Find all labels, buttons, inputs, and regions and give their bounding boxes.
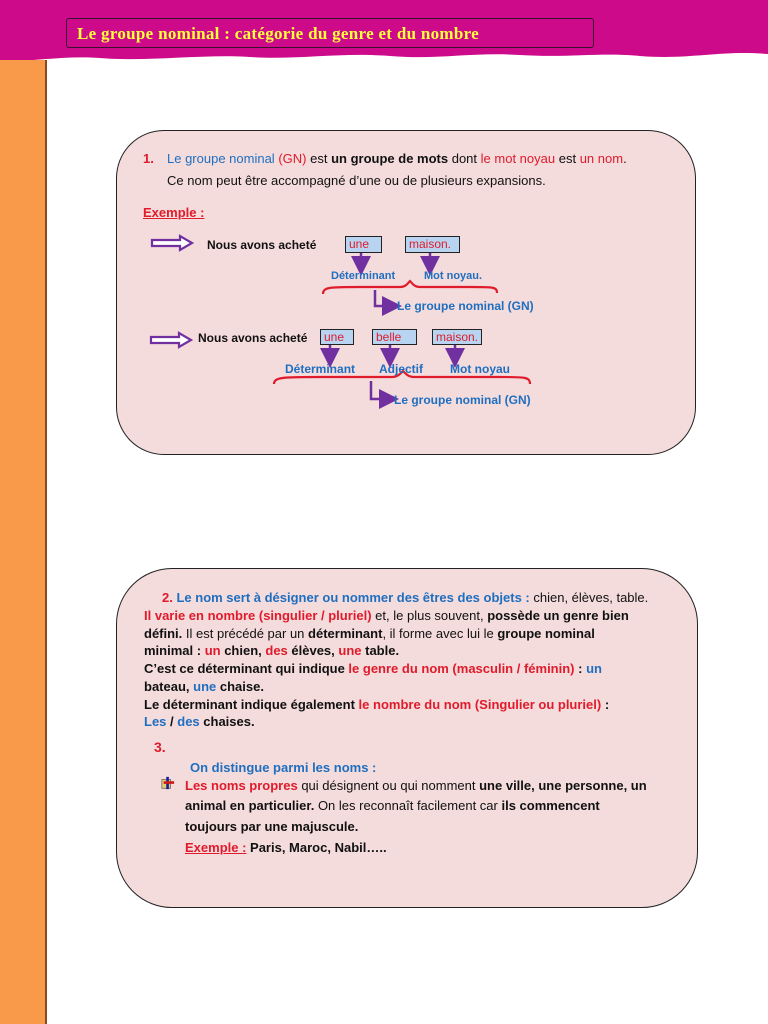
- un-nom-term: un nom: [579, 151, 624, 166]
- ex1-label-noyau: Mot noyau.: [424, 270, 483, 282]
- ex1-gn-label: Le groupe nominal (GN): [397, 299, 534, 313]
- gn-abbr: (GN): [278, 151, 307, 166]
- s2-l8d: chaises.: [199, 714, 255, 729]
- section1-line2: Ce nom peut être accompagné d’une ou de plusieurs expansions.: [167, 173, 546, 188]
- s2-l3e: groupe nominal: [497, 626, 595, 641]
- ex2-sentence: Nous avons acheté: [198, 331, 308, 345]
- s2-l6a: bateau,: [144, 679, 194, 694]
- section2-line2: [144, 608, 629, 624]
- text-est2: est: [558, 151, 577, 166]
- section2-line1: [162, 590, 648, 606]
- s3-ex-label: Exemple :: [185, 840, 247, 855]
- ex2-word-belle: belle: [372, 329, 417, 345]
- ex2-word-une: une: [320, 329, 354, 345]
- s2-l4g: table.: [361, 643, 400, 658]
- double-arrow-icon: [151, 333, 191, 347]
- s2-l7c: :: [601, 697, 610, 712]
- s2-l4f: une: [338, 643, 362, 658]
- s2-l4d: des: [265, 643, 288, 658]
- s2-l5b: le genre du nom (masculin / féminin): [348, 661, 575, 676]
- section2-line7: [144, 697, 609, 713]
- s3-b2a: animal en particulier.: [185, 798, 315, 813]
- ex2-label-noyau: Mot noyau: [450, 362, 510, 376]
- s2-l5c: :: [574, 661, 587, 676]
- section2-line4: [144, 643, 399, 659]
- section2-line6: [144, 679, 264, 695]
- s3-b2c: ils commencent: [501, 798, 600, 813]
- bullet-line3: toujours par une majuscule.: [185, 819, 359, 834]
- ex1-word-une: une: [345, 236, 382, 253]
- s2-l5a: C’est ce déterminant qui indique: [144, 661, 349, 676]
- s2-l1a: Le nom sert à désigner ou nommer des êtres des objets :: [176, 590, 530, 605]
- s2-l2b: et, le plus souvent,: [371, 608, 488, 623]
- s2-l4e: élèves,: [287, 643, 339, 658]
- s2-l3c: déterminant: [308, 626, 383, 641]
- text-est: est: [310, 151, 328, 166]
- s2-l3b: Il est précédé par un: [182, 626, 309, 641]
- double-arrow-icon: [152, 236, 192, 250]
- text-dont: dont: [451, 151, 478, 166]
- distingue-heading: On distingue parmi les noms :: [190, 760, 377, 775]
- ex2-word-maison: maison.: [432, 329, 482, 345]
- s2-l3d: , il forme avec lui le: [382, 626, 498, 641]
- s3-b1b: qui désignent ou qui nomment: [297, 778, 480, 793]
- ex1-sentence: Nous avons acheté: [207, 238, 317, 252]
- noyau-term: le mot noyau: [480, 151, 556, 166]
- list-bullet-icon: [161, 776, 175, 790]
- s2-l1b: chien, élèves, table.: [529, 590, 649, 605]
- s3-b1a: Les noms propres: [185, 778, 298, 793]
- s2-l2c: possède un genre bien: [487, 608, 629, 623]
- s3-b2b: On les reconnaît facilement car: [314, 798, 502, 813]
- gn-term: Le groupe nominal: [167, 151, 275, 166]
- s2-l8b: /: [166, 714, 178, 729]
- ex1-word-maison: maison.: [405, 236, 460, 253]
- section2-number: 2.: [162, 590, 173, 605]
- dot: .: [623, 151, 627, 166]
- s2-l3a: défini.: [144, 626, 183, 641]
- ex2-label-determinant: Déterminant: [285, 362, 356, 376]
- s2-l6b: une: [193, 679, 217, 694]
- page-title: Le groupe nominal : catégorie du genre et du nombre: [77, 24, 480, 43]
- bullet-line2: [185, 798, 600, 814]
- s2-l8c: des: [177, 714, 200, 729]
- bullet-line1: [185, 778, 647, 794]
- s2-l8a: Les: [144, 714, 167, 729]
- s2-l7b: le nombre du nom (Singulier ou pluriel): [358, 697, 602, 712]
- s2-l4b: un: [204, 643, 221, 658]
- ex2-label-adjectif: Adjectif: [379, 362, 424, 376]
- section3-number: 3.: [154, 739, 166, 755]
- ex1-label-determinant: Déterminant: [331, 270, 396, 282]
- section1-number: 1.: [143, 151, 154, 166]
- section2-line8: [144, 714, 255, 730]
- s3-b1c: une ville, une personne, un: [479, 778, 647, 793]
- bullet-example: [185, 840, 387, 856]
- section2-line3: [144, 626, 595, 642]
- section2-line5: [144, 661, 602, 677]
- exemple-label: Exemple :: [143, 205, 205, 220]
- s2-l4c: chien,: [220, 643, 266, 658]
- s2-l2a: Il varie en nombre (singulier / pluriel): [144, 608, 372, 623]
- ex2-gn-label: Le groupe nominal (GN): [394, 393, 531, 407]
- s2-l7a: Le déterminant indique également: [144, 697, 359, 712]
- text-groupe: un groupe de mots: [331, 151, 449, 166]
- s2-l5d: un: [586, 661, 602, 676]
- s3-ex-text: Paris, Maroc, Nabil…..: [246, 840, 387, 855]
- s2-l4a: minimal :: [144, 643, 205, 658]
- s2-l6c: chaise.: [216, 679, 264, 694]
